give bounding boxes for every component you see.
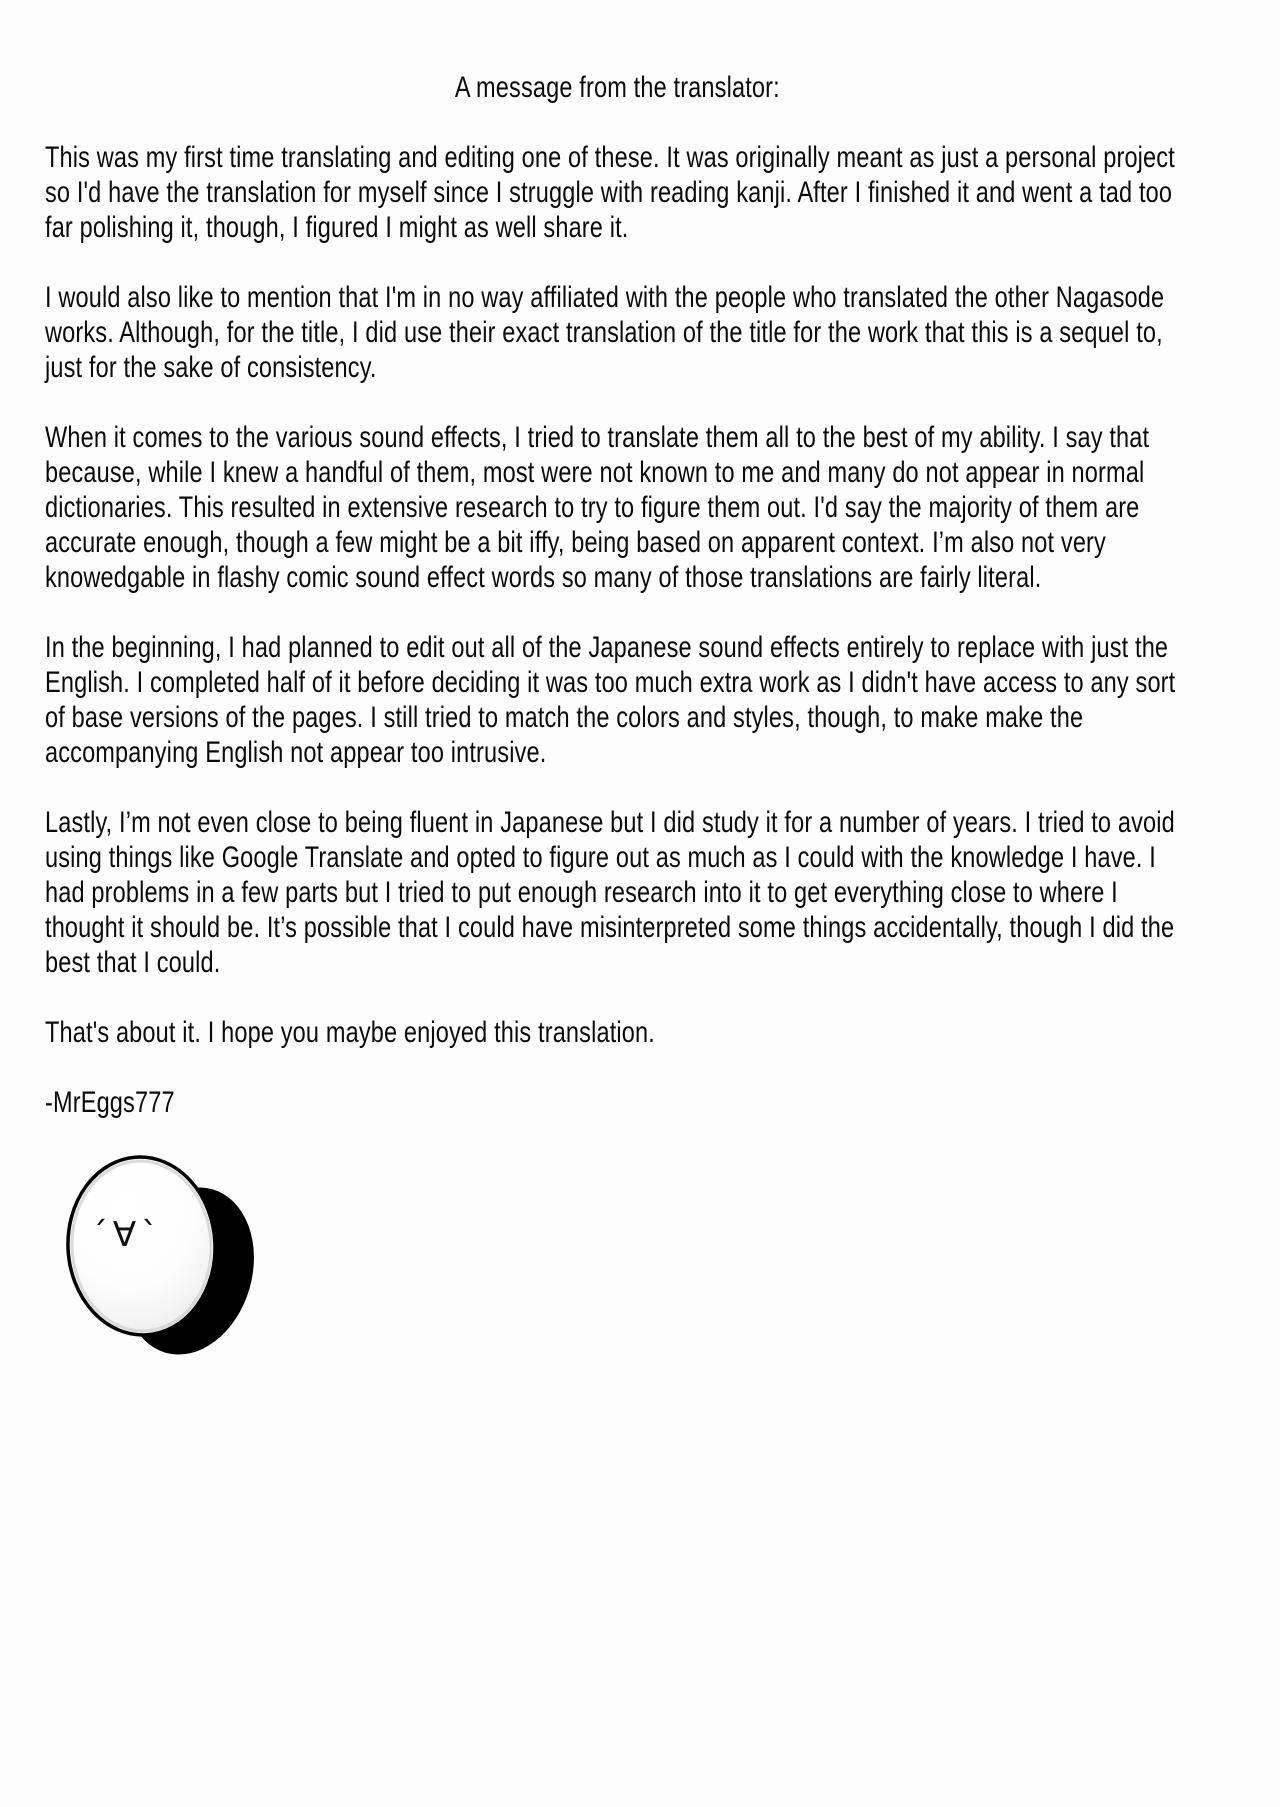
page-title: A message from the translator: [454, 71, 780, 104]
egg-mascot [50, 1140, 270, 1360]
paragraph-editing: In the beginning, I had planned to edit out all of the Japanese sound effects entirely to replace with just the English. I completed half of it before deciding it was too much extra work as I didn't have access to any sort of base versions of the pages. I still tried to match the colors and styles, though, to make make the accompanying English not appear too intrusive. [45, 631, 1176, 769]
translator-note-text [45, 0, 1190, 1120]
paragraph-closing: That's about it. I hope you maybe enjoyed this translation. [45, 1016, 655, 1049]
egg-face-text: ´∀` [90, 1215, 164, 1255]
paragraph-affiliation: I would also like to mention that I'm in no way affiliated with the people who translated the other Nagasode works. Although, for the title, I did use their exact translation of the title for the work that this is a sequel to, just for the sake of consistency. [45, 281, 1165, 384]
paragraph-sound-effects: When it comes to the various sound effects, I tried to translate them all to the best of my ability. I say that because, while I knew a handful of them, most were not known to me and many do not appear in normal dictionaries. This resulted in extensive research to try to figure them out. I'd say the majority of them are accurate enough, though a few might be a bit iffy, being based on apparent context. I’m also not very knowedgable in flashy comic sound effect words so many of those translations are fairly literal. [45, 421, 1150, 594]
paragraph-fluency: Lastly, I’m not even close to being fluent in Japanese but I did study it for a number of years. I tried to avoid using things like Google Translate and opted to figure out as much as I could with the knowledge I have. I had problems in a few parts but I tried to put enough research into it to get everything close to where I thought it should be. It’s possible that I could have misinterpreted some things accidentally, though I did the best that I could. [45, 806, 1175, 979]
signature: -MrEggs777 [45, 1086, 175, 1119]
paragraph-intro: This was my first time translating and editing one of these. It was originally meant as just a personal project so I'd have the translation for myself since I struggle with reading kanji. After I finished it and went a tad too far polishing it, though, I figured I might as well share it. [45, 141, 1175, 244]
